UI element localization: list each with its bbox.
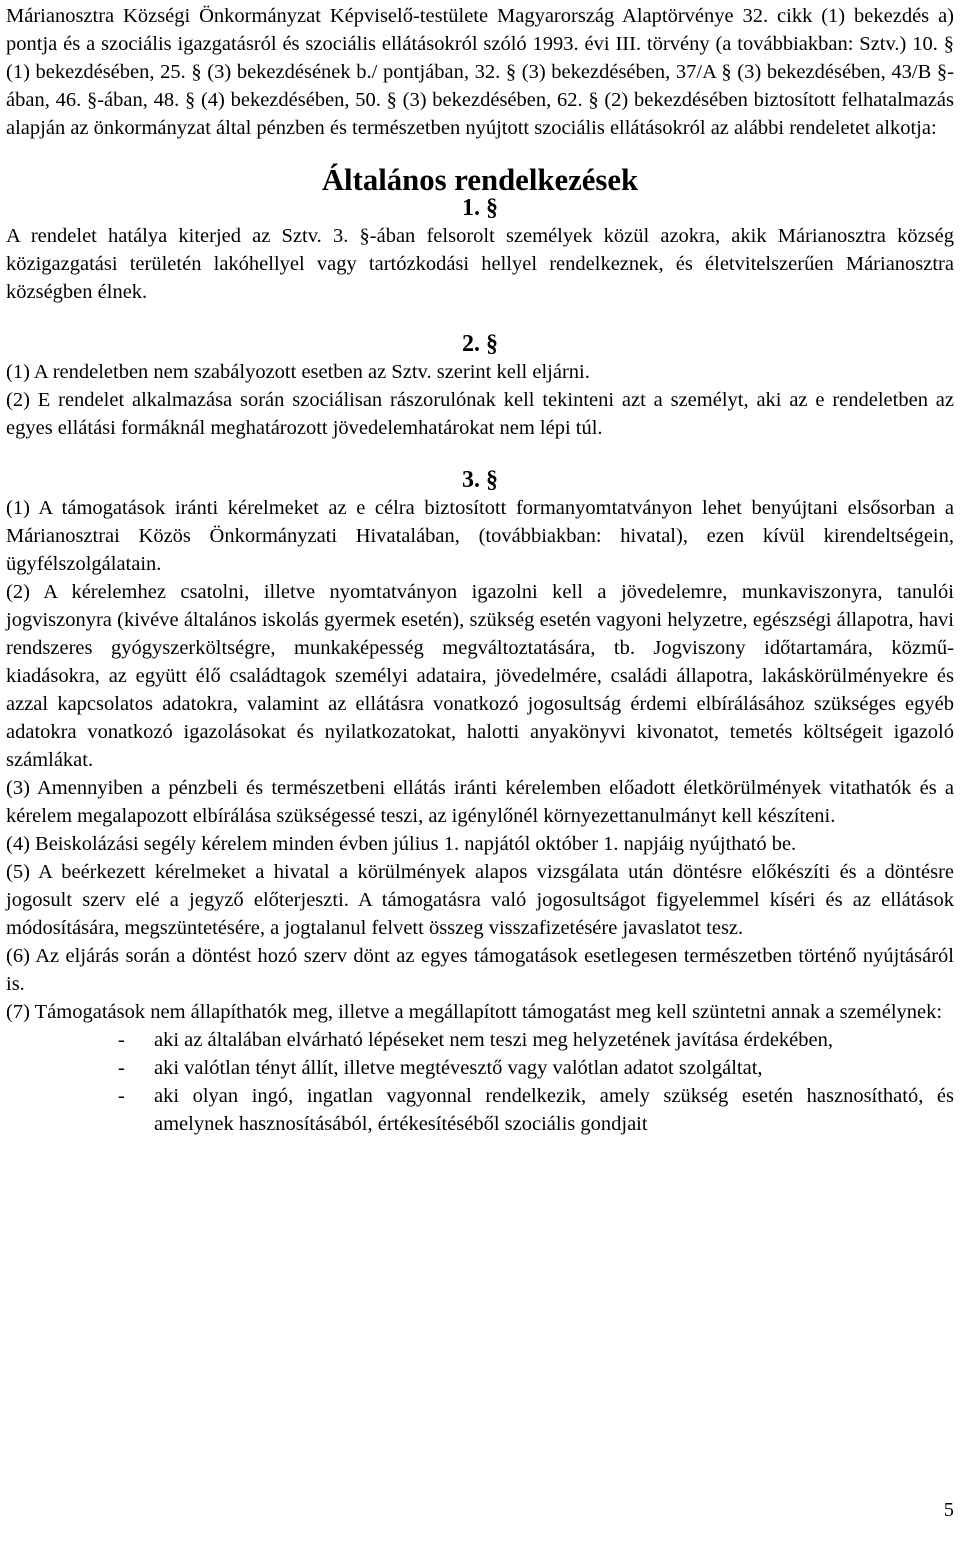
paragraph: (2) A kérelemhez csatolni, illetve nyomtatványon igazolni kell a jövedelemre, munkaviszonyra, tanulói jogviszonyra (kivéve általános iskolás gyermek esetén), szükség esetén vagyoni helyzetre, egészségi állapotra, havi rendszeres gyógyszerköltségre, munkaképesség megváltoztatására, tb. Jogviszony időtartamára, közmű-kiadásokra, az együtt élő családtagok személyi adataira, jövedelmére, családi állapotra, lakáskörülményekre és azzal kapcsolatos adatokra, valamint az ellátásra vonatkozó jogosultság érdemi elbírálásához szükséges egyéb adatokra vonatkozó igazolásokat és nyilatkozatokat, halotti anyakönyvi kivonatot, temetés költségeit igazoló számlákat. (6, 581, 954, 771)
document-page (6, 2, 954, 1138)
list-item (6, 1054, 954, 1082)
preamble-paragraph: Márianosztra Községi Önkormányzat Képviselő-testülete Magyarország Alaptörvénye 32. cikk (1) bekezdés a) pontja és a szociális igazgatásról és szociális ellátásokról szóló 1993. évi III. törvény (a továbbiakban: Sztv.) 10. § (1) bekezdésében, 25. § (3) bekezdésének b./ pontjában, 32. § (3) bekezdésében, 37/A § (3) bekezdésében, 43/B §-ában, 46. §-ában, 48. § (4) bekezdésében, 50. § (3) bekezdésében, 62. § (2) bekezdésében biztosított felhatalmazás alapján az önkormányzat által pénzben és természetben nyújtott szociális ellátásokról az alábbi rendeletet alkotja: (6, 5, 954, 139)
section-3 (6, 466, 954, 1138)
spacer (6, 306, 954, 330)
section-2 (6, 330, 954, 442)
paragraph: (4) Beiskolázási segély kérelem minden évben július 1. napjától október 1. napjáig nyújtható be. (6, 833, 797, 855)
paragraph: (2) E rendelet alkalmazása során szociálisan rászorulónak kell tekinteni azt a személyt, aki az e rendeletben az egyes ellátási formáknál meghatározott jövedelemhatárokat nem lépi túl. (6, 389, 954, 439)
section-1 (6, 194, 954, 306)
paragraph: (5) A beérkezett kérelmeket a hivatal a körülmények alapos vizsgálata után döntésre előkészíti és a döntésre jogosult szerv elé a jegyző előterjeszti. A támogatásra való jogosultságot figyelemmel kíséri és az ellátások módosítására, megszüntetésére, a jogtalanul felvett összeg visszafizetésére javaslatot tesz. (6, 861, 954, 939)
list-marker: - (118, 1029, 125, 1051)
paragraph: (1) A támogatások iránti kérelmeket az e célra biztosított formanyomtatványon lehet benyújtani elsősorban a Márianosztrai Közös Önkormányzati Hivatalában, (továbbiakban: hivatal), ezen kívül kirendeltségein, ügyfélszolgálatain. (6, 497, 954, 575)
spacer (6, 442, 954, 466)
list-item-text: aki olyan ingó, ingatlan vagyonnal rendelkezik, amely szükség esetén hasznosítható, és amelynek hasznosításából, értékesítéséből szociális gondjait (154, 1085, 954, 1135)
list-marker: - (118, 1057, 125, 1079)
section-title: Általános rendelkezések (321, 163, 639, 197)
condition-list (6, 1026, 954, 1138)
paragraph: (3) Amennyiben a pénzbeli és természetbeni ellátás iránti kérelemben előadott életkörülmények vitathatók és a kérelem megalapozott elbírálása szükségessé teszi, az igénylőnél környezettanulmányt kell készíteni. (6, 777, 954, 827)
paragraph: (7) Támogatások nem állapíthatók meg, illetve a megállapított támogatást meg kell szüntetni annak a személynek: (6, 1001, 943, 1023)
paragraph: (6) Az eljárás során a döntést hozó szerv dönt az egyes támogatások esetlegesen természetben történő nyújtásáról is. (6, 945, 954, 995)
list-item-text: aki valótlan tényt állít, illetve megtévesztő vagy valótlan adatot szolgáltat, (154, 1057, 763, 1079)
list-item-text: aki az általában elvárható lépéseket nem teszi meg helyzetének javítása érdekében, (154, 1029, 834, 1051)
paragraph: (1) A rendeletben nem szabályozott esetben az Sztv. szerint kell eljárni. (6, 361, 590, 383)
section-number: 3. § (462, 467, 498, 493)
list-item (6, 1082, 954, 1138)
list-item (6, 1026, 954, 1054)
paragraph: A rendelet hatálya kiterjed az Sztv. 3. §-ában felsorolt személyek közül azokra, akik Márianosztra község közigazgatási területén lakóhellyel vagy tartózkodási hellyel rendelkeznek, és életvitelszerűen Márianosztra községben élnek. (6, 225, 954, 303)
list-marker: - (118, 1085, 125, 1107)
section-number: 2. § (462, 331, 498, 357)
page-number: 5 (943, 1499, 954, 1521)
section-number: 1. § (462, 195, 498, 221)
